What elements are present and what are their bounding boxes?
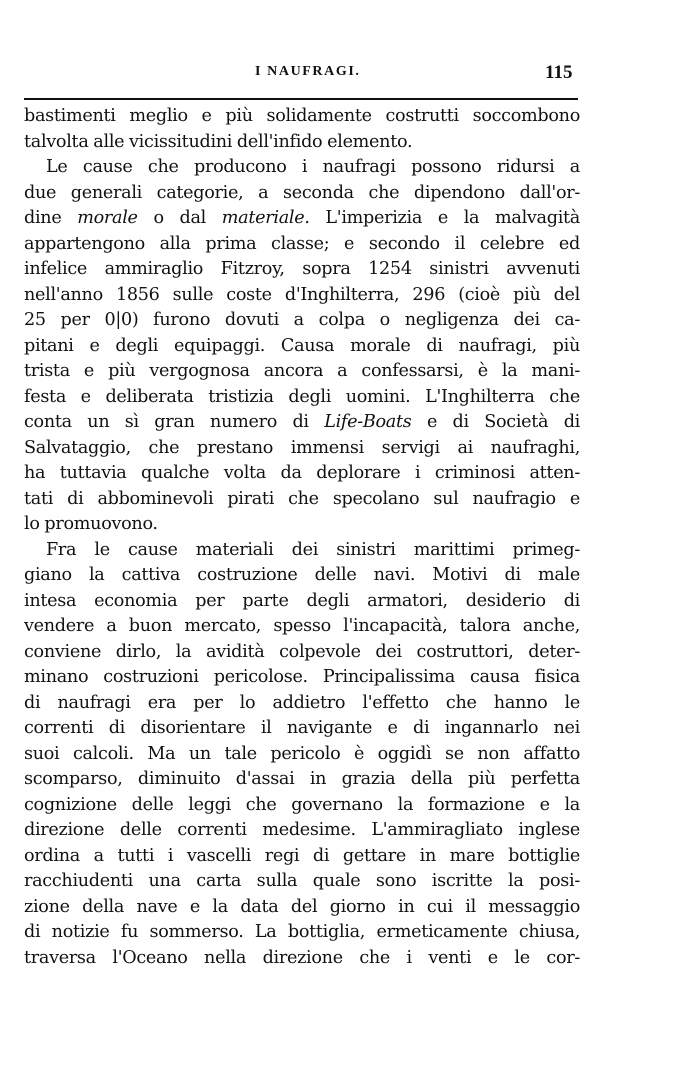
text-line: appartengono alla prima classe; e secondo il celebre ed: [24, 233, 580, 254]
header-rule: [24, 98, 578, 100]
text-line: due generali categorie, a seconda che dipendono dall'or-: [24, 182, 580, 203]
text-line: lo promuovono.: [24, 514, 158, 534]
text-fragment: conta un sì gran numero di: [24, 412, 325, 432]
text-line: nell'anno 1856 sulle coste d'Inghilterra, 296 (cioè più del: [24, 284, 580, 305]
text-line: Salvataggio, che prestano immensi servigi ai naufraghi,: [24, 437, 580, 458]
text-line: Fra le cause materiali dei sinistri marittimi primeg-: [46, 539, 580, 560]
page-number: 115: [545, 62, 573, 83]
text-line: scomparso, diminuito d'assai in grazia della più perfetta: [24, 769, 580, 789]
text-line: di notizie fu sommerso. La bottiglia, ermeticamente chiusa,: [24, 922, 580, 942]
page-header: [0, 62, 700, 88]
text-line: vendere a buon mercato, spesso l'incapacità, talora anche,: [24, 616, 580, 636]
text-line: tati di abbominevoli pirati che specolano sul naufragio e: [24, 488, 580, 509]
text-line: zione della nave e la data del giorno in cui il messaggio: [24, 896, 580, 917]
italic-word: morale: [77, 208, 138, 228]
text-line: direzione delle correnti medesime. L'ammiragliato inglese: [24, 820, 580, 840]
text-line: racchiudenti una carta sulla quale sono iscritte la posi-: [24, 871, 580, 891]
text-fragment: L'imperizia e la malvagità: [309, 208, 580, 228]
text-line: correnti di disorientare il navigante e di ingannarlo nei: [24, 718, 580, 738]
text-line: infelice ammiraglio Fitzroy, sopra 1254 sinistri avvenuti: [24, 259, 580, 279]
text-line: [24, 206, 580, 232]
text-line: ordina a tutti i vascelli regi di gettare in mare bottiglie: [24, 845, 580, 866]
body-text: [24, 104, 580, 971]
text-line: trista e più vergognosa ancora a confessarsi, è la mani-: [24, 361, 580, 381]
text-fragment: o dal: [137, 208, 222, 228]
text-line: 25 per 0|0) furono dovuti a colpa o negligenza dei ca-: [24, 310, 580, 330]
text-line: pitani e degli equipaggi. Causa morale di naufragi, più: [24, 335, 580, 356]
text-line: minano costruzioni pericolose. Principalissima causa fisica: [24, 667, 580, 687]
text-line: suoi calcoli. Ma un tale pericolo è oggidì se non affatto: [24, 743, 580, 764]
italic-word: Life-Boats: [324, 412, 412, 432]
text-line: [24, 410, 580, 436]
text-line: festa e deliberata tristizia degli uomini. L'Inghilterra che: [24, 386, 580, 407]
text-line: traversa l'Oceano nella direzione che i venti e le cor-: [24, 947, 580, 968]
text-line: Le cause che producono i naufragi possono ridursi a: [46, 157, 580, 177]
text-fragment: dine: [24, 208, 78, 228]
text-line: intesa economia per parte degli armatori, desiderio di: [24, 590, 580, 611]
text-line: ha tuttavia qualche volta da deplorare i criminosi atten-: [24, 463, 580, 483]
text-line: conviene dirlo, la avidità colpevole dei costruttori, deter-: [24, 641, 580, 662]
italic-word: materiale.: [221, 208, 310, 228]
text-line: bastimenti meglio e più solidamente costrutti soccombono: [24, 106, 580, 126]
text-line: giano la cattiva costruzione delle navi. Motivi di male: [24, 565, 580, 585]
text-fragment: e di Società di: [411, 412, 580, 432]
running-title: I NAUFRAGI.: [255, 64, 361, 79]
text-line: cognizione delle leggi che governano la formazione e la: [24, 794, 580, 815]
text-line: talvolta alle vicissitudini dell'infido elemento.: [24, 131, 413, 152]
text-line: di naufragi era per lo addietro l'effetto che hanno le: [24, 692, 580, 713]
